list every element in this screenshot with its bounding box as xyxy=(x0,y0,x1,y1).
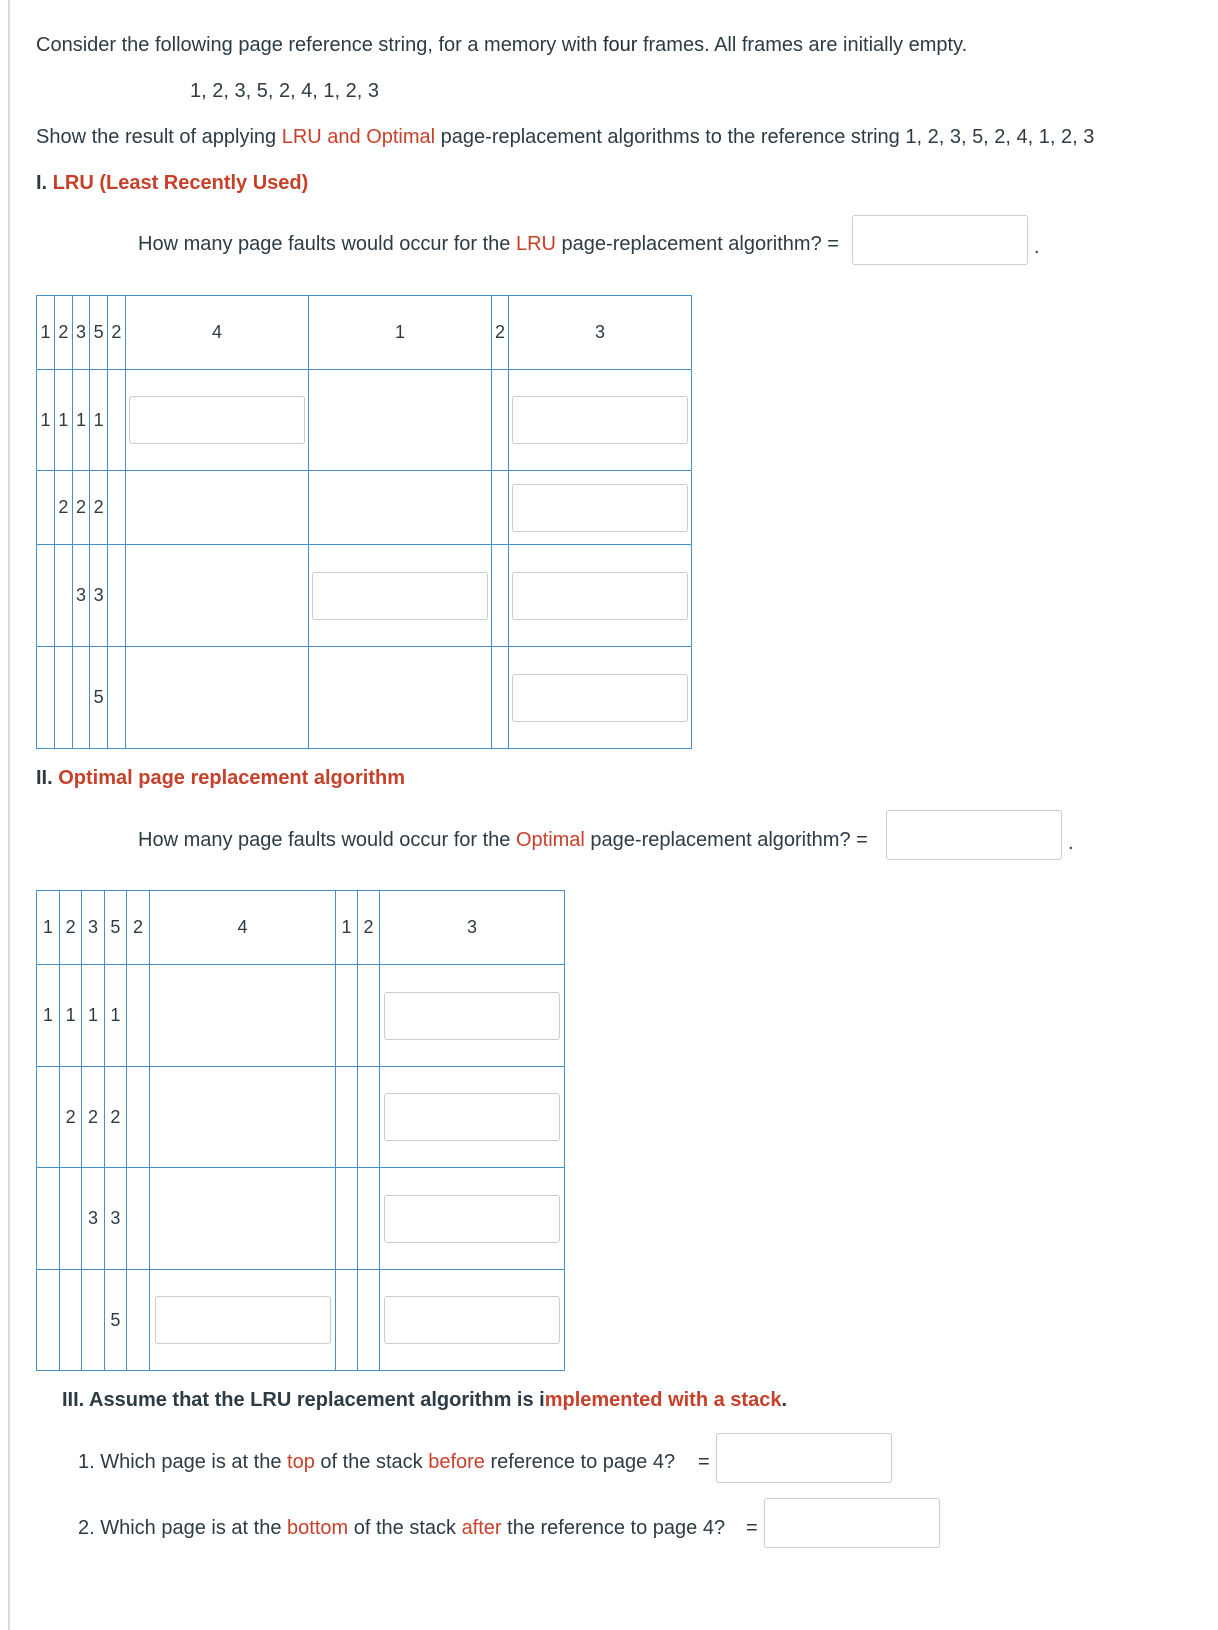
optimal-question xyxy=(138,829,868,852)
stack-top-input[interactable] xyxy=(716,1433,892,1483)
ref-cell: 4 xyxy=(126,296,309,370)
q1-after: reference to page 4? xyxy=(484,1451,676,1473)
optimal-faults-input[interactable] xyxy=(886,810,1062,860)
frame-cell xyxy=(492,370,509,471)
optimal-header-12 xyxy=(336,891,379,964)
intro-text-after: frames. All frames are initially empty. xyxy=(637,34,968,56)
optimal-question-algo: Optimal xyxy=(515,829,585,851)
instructions-suffix: page-replacement algorithms to the reference string 1, 2, 3, 5, 2, 4, 1, 2, 3 xyxy=(435,126,1095,148)
lru-question-after: page-replacement algorithm? = xyxy=(555,233,839,255)
optimal-header-refs xyxy=(37,891,149,964)
frame-cell: 3 xyxy=(104,1168,126,1269)
q1-equals: = xyxy=(698,1451,710,1473)
frame-cell: 1 xyxy=(72,370,90,470)
optimal-question-after: page-replacement algorithm? = xyxy=(584,829,868,851)
optimal-heading xyxy=(36,767,405,790)
frame-cell xyxy=(126,471,309,545)
table-row xyxy=(37,545,692,647)
frame-cell: 5 xyxy=(90,647,108,748)
optimal-prefix-row-4 xyxy=(37,1270,149,1370)
frame-cell xyxy=(336,1270,380,1371)
ref-cell: 2 xyxy=(127,891,149,964)
frame-cell: 1 xyxy=(90,370,108,470)
optimal-prefix-cell xyxy=(37,1067,150,1168)
q2-equals: = xyxy=(746,1517,758,1539)
table-row xyxy=(37,370,692,471)
frame-cell xyxy=(509,471,692,545)
frame-cell xyxy=(107,471,125,544)
frame-cell xyxy=(336,1168,380,1270)
frame-cell xyxy=(309,370,492,471)
frame-cell: 1 xyxy=(40,409,51,430)
frame-cell xyxy=(336,965,358,1066)
q2-after: the reference to page 4? xyxy=(501,1517,726,1539)
stack-question-1 xyxy=(78,1451,675,1474)
optimal-prefix-cell xyxy=(37,1168,150,1270)
frame-cell xyxy=(336,1067,380,1168)
frame-cell: 2 xyxy=(59,1067,81,1167)
optimal-answer-input[interactable] xyxy=(384,1093,560,1141)
ref-cell: 3 xyxy=(82,891,104,964)
optimal-heading-num: II. xyxy=(36,767,59,789)
frames-word: four xyxy=(602,34,638,56)
lru-question-algo: LRU xyxy=(515,233,556,255)
frame-cell xyxy=(37,647,55,748)
optimal-prefix-row-2 xyxy=(37,1067,149,1167)
intro-text xyxy=(36,34,967,57)
frame-cell xyxy=(127,965,149,1066)
optimal-table xyxy=(36,890,565,1371)
frame-cell xyxy=(492,545,509,647)
lru-prefix-cell xyxy=(37,370,126,471)
frame-cell xyxy=(107,647,125,748)
table-row xyxy=(37,296,692,370)
ref-cell: 5 xyxy=(90,296,108,369)
ref-cell: 3 xyxy=(380,891,565,965)
frame-cell xyxy=(150,1067,336,1168)
frame-cell: 1 xyxy=(42,1005,53,1025)
optimal-prefix-row-3 xyxy=(37,1168,149,1269)
q1-mid: of the stack xyxy=(314,1451,429,1473)
lru-prefix-row-3 xyxy=(37,545,125,646)
lru-faults-input[interactable] xyxy=(852,215,1028,265)
frame-cell xyxy=(358,1067,380,1167)
frame-cell xyxy=(380,965,565,1067)
stack-heading-text: III. Assume that the LRU replacement algorithm is xyxy=(62,1389,540,1411)
stack-heading xyxy=(62,1389,787,1412)
frame-cell: 2 xyxy=(90,471,108,544)
frame-cell xyxy=(126,647,309,749)
lru-prefix-row-4 xyxy=(37,647,125,748)
lru-answer-input[interactable] xyxy=(512,572,688,620)
frame-cell: 3 xyxy=(72,545,90,646)
ref-cell: 5 xyxy=(104,891,126,964)
q1-before-word: before xyxy=(428,1451,485,1473)
frame-cell xyxy=(380,1067,565,1168)
frame-cell xyxy=(37,1067,59,1167)
table-row xyxy=(37,1067,565,1168)
optimal-answer-input[interactable] xyxy=(384,1195,560,1243)
ref-cell: 2 xyxy=(358,891,380,964)
ref-cell: 1 xyxy=(42,917,53,937)
frame-cell xyxy=(37,471,55,544)
lru-prefix-cell xyxy=(37,471,126,545)
frame-cell xyxy=(358,1270,380,1370)
stack-bottom-input[interactable] xyxy=(764,1498,940,1548)
optimal-heading-text: Optimal page replacement algorithm xyxy=(58,767,405,789)
optimal-header-12-cell xyxy=(336,891,380,965)
q1-top-word: top xyxy=(287,1451,315,1473)
frame-cell: 3 xyxy=(82,1168,104,1269)
frame-cell xyxy=(107,545,125,646)
frame-cell xyxy=(509,647,692,749)
frame-cell: 1 xyxy=(55,370,73,470)
lru-prefix-row-1 xyxy=(37,370,125,470)
lru-heading-text: LRU (Least Recently Used) xyxy=(52,172,309,194)
frame-cell xyxy=(55,647,73,748)
frame-cell xyxy=(358,1168,380,1269)
lru-answer-input[interactable] xyxy=(312,572,488,620)
optimal-question-before: How many page faults would occur for the xyxy=(138,829,516,851)
frame-cell xyxy=(59,1270,81,1370)
frame-cell xyxy=(358,965,380,1066)
ref-cell: 3 xyxy=(509,296,692,370)
frame-cell xyxy=(336,1168,358,1269)
frame-cell xyxy=(59,1168,81,1269)
frame-cell xyxy=(82,1270,104,1370)
frame-cell xyxy=(336,965,380,1067)
frame-cell: 2 xyxy=(72,471,90,544)
frame-cell: 2 xyxy=(104,1067,126,1167)
table-row xyxy=(37,647,692,749)
ref-cell: 3 xyxy=(72,296,90,369)
frame-cell: 3 xyxy=(90,545,108,646)
frame-cell xyxy=(72,647,90,748)
stack-question-2 xyxy=(78,1517,725,1540)
ref-cell: 1 xyxy=(309,296,492,370)
frame-cell xyxy=(107,370,125,470)
reference-string: 1, 2, 3, 5, 2, 4, 1, 2, 3 xyxy=(190,80,380,102)
ref-cell: 2 xyxy=(59,891,81,964)
instructions xyxy=(36,126,1094,149)
optimal-12-split xyxy=(336,1067,379,1167)
frame-cell xyxy=(309,471,492,545)
frame-cell xyxy=(127,1067,149,1167)
frame-cell: 1 xyxy=(104,965,126,1066)
lru-question xyxy=(138,233,839,256)
lru-question-before: How many page faults would occur for the xyxy=(138,233,516,255)
frame-cell xyxy=(126,545,309,647)
optimal-prefix-cell xyxy=(37,1270,150,1371)
q2-mid: of the stack xyxy=(348,1517,462,1539)
stack-heading-i: i xyxy=(539,1389,545,1411)
table-row xyxy=(37,891,565,965)
table-row xyxy=(37,471,692,545)
frame-cell xyxy=(37,1270,59,1370)
optimal-12-split xyxy=(336,1270,379,1370)
frame-cell xyxy=(150,1270,336,1371)
ref-cell: 1 xyxy=(341,917,352,937)
frame-cell: 1 xyxy=(59,965,81,1066)
lru-answer-input[interactable] xyxy=(512,674,688,722)
frame-cell xyxy=(492,471,509,545)
intro-text-before: Consider the following page reference string, for a memory with xyxy=(36,34,603,56)
frame-cell xyxy=(126,370,309,471)
optimal-12-split xyxy=(336,1168,379,1269)
stack-heading-accent: mplemented with a stack xyxy=(544,1389,782,1411)
frame-cell xyxy=(336,1270,358,1370)
optimal-12-split xyxy=(336,965,379,1066)
ref-cell: 1 xyxy=(40,322,51,342)
frame-cell: 2 xyxy=(82,1067,104,1167)
optimal-answer-input[interactable] xyxy=(155,1296,331,1344)
instructions-algorithms: LRU and Optimal xyxy=(281,126,436,148)
frame-cell xyxy=(127,1168,149,1269)
lru-header-refs xyxy=(37,296,125,369)
frame-cell: 1 xyxy=(82,965,104,1066)
lru-prefix-cell xyxy=(37,647,126,749)
frame-cell xyxy=(336,1067,358,1167)
table-row xyxy=(37,965,565,1067)
frame-cell xyxy=(37,1168,59,1269)
lru-answer-input[interactable] xyxy=(512,396,688,444)
frame-cell xyxy=(492,647,509,749)
lru-answer-input[interactable] xyxy=(512,484,688,532)
lru-answer-input[interactable] xyxy=(129,396,305,444)
lru-table xyxy=(36,295,692,749)
table-row xyxy=(37,1168,565,1270)
lru-header-refs-cell xyxy=(37,296,126,370)
frame-cell xyxy=(380,1168,565,1270)
frame-cell xyxy=(309,545,492,647)
frame-cell xyxy=(509,370,692,471)
q2-bottom-word: bottom xyxy=(287,1517,349,1539)
lru-heading-num: I. xyxy=(36,172,53,194)
optimal-answer-input[interactable] xyxy=(384,992,560,1040)
optimal-period: . xyxy=(1068,832,1074,854)
optimal-header-refs-cell xyxy=(37,891,150,965)
frame-cell xyxy=(309,647,492,749)
frame-cell xyxy=(37,545,55,646)
ref-cell: 2 xyxy=(55,296,73,369)
ref-cell: 4 xyxy=(150,891,336,965)
table-row xyxy=(37,1270,565,1371)
ref-cell: 2 xyxy=(492,296,509,370)
frame-cell xyxy=(150,965,336,1067)
optimal-prefix-row-1 xyxy=(37,965,149,1066)
lru-period: . xyxy=(1034,236,1040,258)
q2-after-word: after xyxy=(461,1517,502,1539)
frame-cell: 5 xyxy=(104,1270,126,1370)
ref-cell: 2 xyxy=(107,296,125,369)
lru-prefix-row-2 xyxy=(37,471,125,544)
instructions-prefix: Show the result of applying xyxy=(36,126,282,148)
frame-cell xyxy=(55,545,73,646)
frame-cell: 2 xyxy=(55,471,73,544)
frame-cell xyxy=(127,1270,149,1370)
lru-prefix-cell xyxy=(37,545,126,647)
frame-cell xyxy=(380,1270,565,1371)
lru-heading xyxy=(36,172,308,195)
frame-cell xyxy=(150,1168,336,1270)
stack-heading-period: . xyxy=(781,1389,788,1411)
optimal-answer-input[interactable] xyxy=(384,1296,560,1344)
left-border xyxy=(8,0,10,1630)
q1-before: 1. Which page is at the xyxy=(78,1451,288,1473)
frame-cell xyxy=(509,545,692,647)
q2-before: 2. Which page is at the xyxy=(78,1517,288,1539)
optimal-prefix-cell xyxy=(37,965,150,1067)
